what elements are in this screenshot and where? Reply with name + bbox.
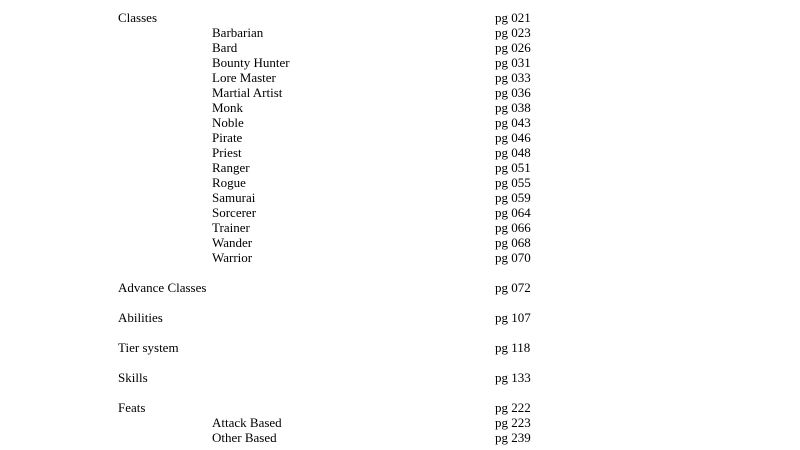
- toc-entry-samurai: [0, 190, 800, 205]
- toc-entry-tier-system: [0, 340, 800, 355]
- toc-label: Skills: [118, 370, 148, 385]
- toc-page: pg 043: [495, 115, 531, 130]
- toc-entry-monk: [0, 100, 800, 115]
- toc-label: Tier system: [118, 340, 179, 355]
- toc-page: pg 038: [495, 100, 531, 115]
- toc-page: pg 064: [495, 205, 531, 220]
- spacer: [0, 355, 800, 370]
- toc-label: Ranger: [212, 160, 250, 175]
- toc-page: pg 222: [495, 400, 531, 415]
- toc-label: Classes: [118, 10, 157, 25]
- toc-entry-sorcerer: [0, 205, 800, 220]
- toc-entry-classes: [0, 10, 800, 25]
- toc-label: Bard: [212, 40, 238, 55]
- toc-label: Sorcerer: [212, 205, 257, 220]
- toc-page: pg 223: [495, 415, 531, 430]
- toc-entry-rogue: [0, 175, 800, 190]
- toc-label: Samurai: [212, 190, 256, 205]
- toc-entry-other-based: [0, 430, 800, 445]
- toc-page: pg 068: [495, 235, 531, 250]
- toc-page: pg 239: [495, 430, 531, 445]
- toc-entry-skills: [0, 370, 800, 385]
- toc-label: Other Based: [212, 430, 277, 445]
- toc-label: Bounty Hunter: [212, 55, 290, 70]
- toc-label: Abilities: [118, 310, 163, 325]
- toc-entry-abilities: [0, 310, 800, 325]
- toc-entry-advance-classes: [0, 280, 800, 295]
- toc-page: pg 133: [495, 370, 531, 385]
- toc-label: Priest: [212, 145, 242, 160]
- toc-entry-feats: [0, 400, 800, 415]
- toc-entry-barbarian: [0, 25, 800, 40]
- toc-page: pg 036: [495, 85, 531, 100]
- toc-page: pg 046: [495, 130, 531, 145]
- toc-entry-priest: [0, 145, 800, 160]
- toc-entry-attack-based: [0, 415, 800, 430]
- toc-label: Attack Based: [212, 415, 282, 430]
- toc-page: pg 107: [495, 310, 531, 325]
- toc-page: pg 118: [495, 340, 531, 355]
- toc-page: pg 023: [495, 25, 531, 40]
- toc-page: pg 021: [495, 10, 531, 25]
- spacer: [0, 265, 800, 280]
- toc-label: Warrior: [212, 250, 253, 265]
- toc-entry-trainer: [0, 220, 800, 235]
- spacer: [0, 325, 800, 340]
- toc-label: Advance Classes: [118, 280, 207, 295]
- toc-entry-warrior: [0, 250, 800, 265]
- toc-label: Monk: [212, 100, 244, 115]
- toc-entry-pirate: [0, 130, 800, 145]
- toc-page: pg 026: [495, 40, 531, 55]
- toc-entry-bard: [0, 40, 800, 55]
- toc-page: pg 070: [495, 250, 531, 265]
- toc-label: Trainer: [212, 220, 250, 235]
- toc-entry-martial-artist: [0, 85, 800, 100]
- toc-label: Feats: [118, 400, 146, 415]
- toc-entry-noble: [0, 115, 800, 130]
- toc-label: Wander: [212, 235, 253, 250]
- toc-label: Barbarian: [212, 25, 264, 40]
- spacer: [0, 295, 800, 310]
- toc-page: pg 031: [495, 55, 531, 70]
- toc-page: pg 072: [495, 280, 531, 295]
- toc-page: pg 051: [495, 160, 531, 175]
- toc-page: pg 048: [495, 145, 531, 160]
- toc-entry-wander: [0, 235, 800, 250]
- toc-page: pg 033: [495, 70, 531, 85]
- toc-page: pg 055: [495, 175, 531, 190]
- toc-label: Lore Master: [212, 70, 276, 85]
- spacer: [0, 385, 800, 400]
- toc-page: pg 059: [495, 190, 531, 205]
- toc-page: pg 066: [495, 220, 531, 235]
- toc-label: Noble: [212, 115, 244, 130]
- toc-entry-lore-master: [0, 70, 800, 85]
- toc-entry-ranger: [0, 160, 800, 175]
- toc-label: Pirate: [212, 130, 243, 145]
- toc-entry-bounty-hunter: [0, 55, 800, 70]
- toc-label: Martial Artist: [212, 85, 283, 100]
- table-of-contents: [0, 10, 800, 445]
- toc-label: Rogue: [212, 175, 246, 190]
